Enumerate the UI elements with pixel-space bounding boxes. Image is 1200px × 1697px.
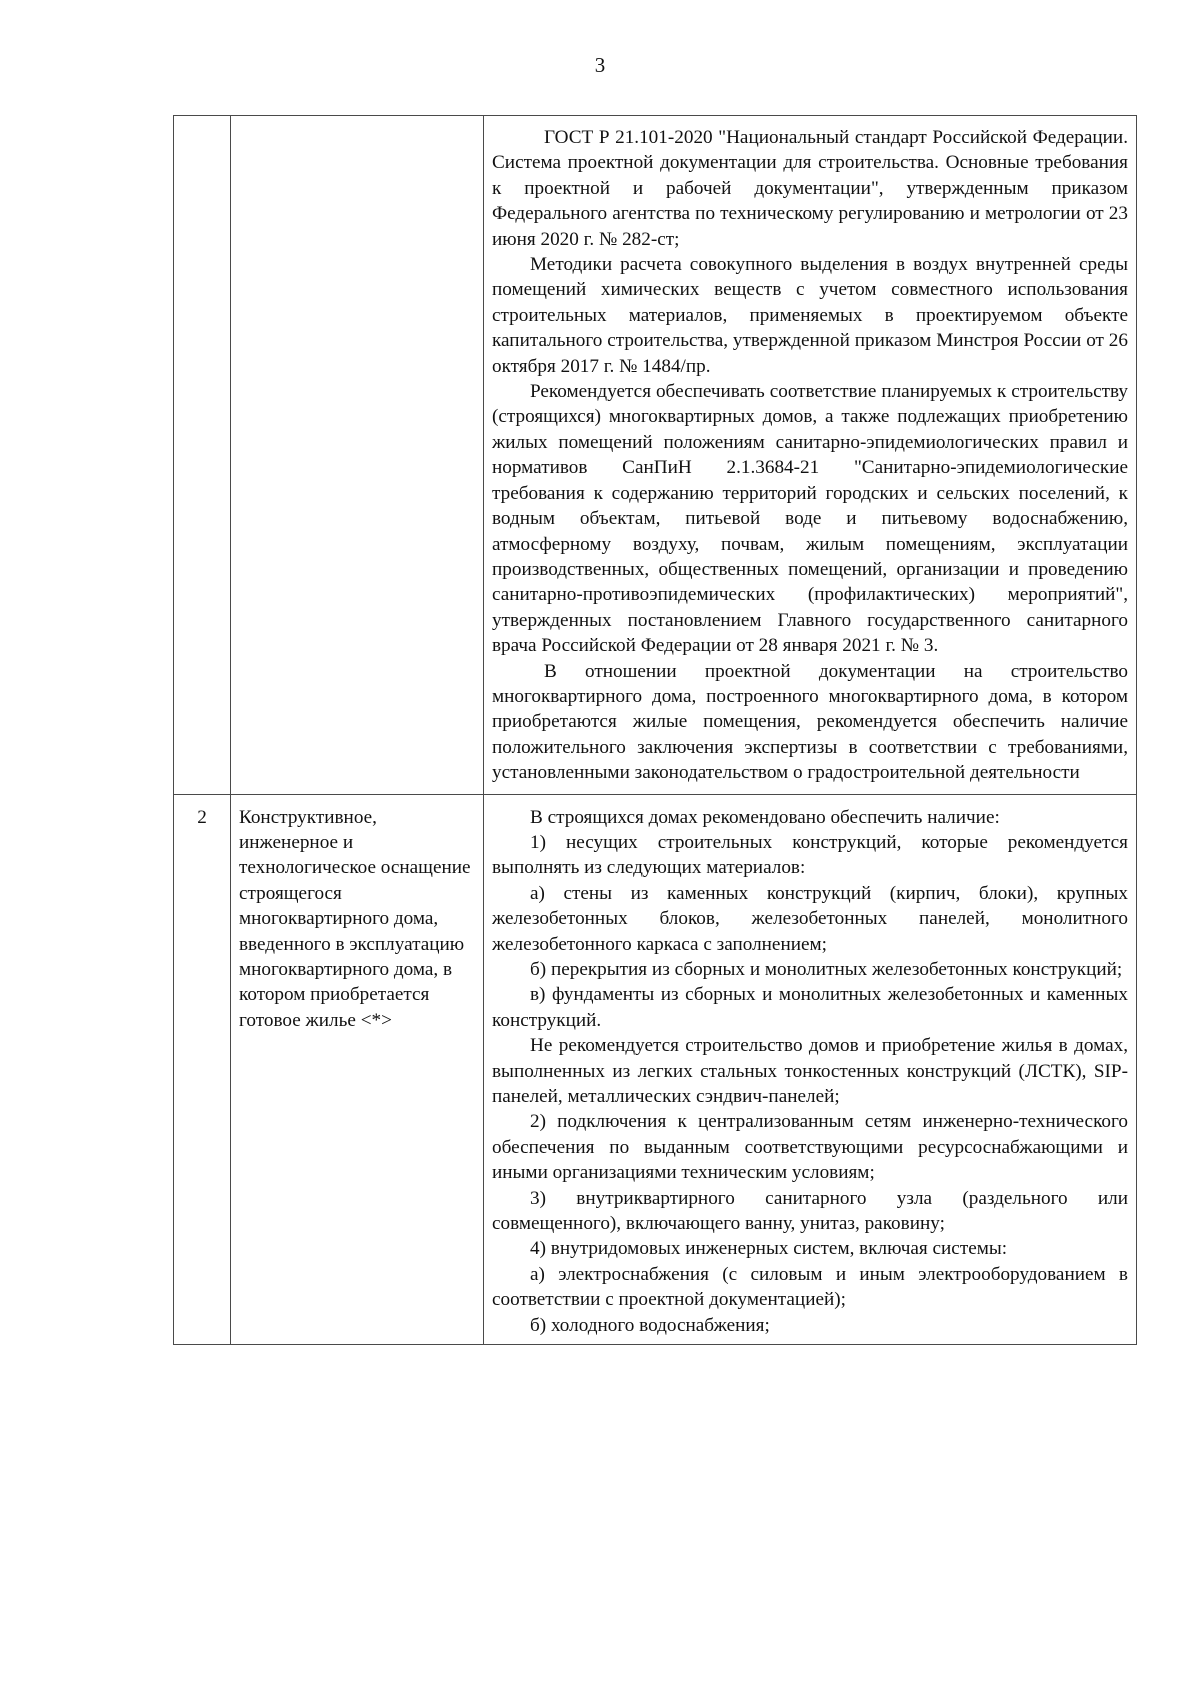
paragraph: в) фундаменты из сборных и монолитных железобетонных и каменных конструкций. xyxy=(492,984,1128,1031)
row-number-cell xyxy=(174,794,231,1345)
paragraph: Рекомендуется обеспечивать соответствие планируемых к строительству (строящихся) многоквартирных домов, а также подлежащих приобретению жилых помещений положениям санитарно-эпидемиологических правил и нормативов СанПиН 2.1.3684-21 "Санитарно-эпидемиологические требования к содержанию территорий городских и сельских поселений, к водным объектам, питьевой воде и питьевому водоснабжению, атмосферному воздуху, почвам, жилым помещениям, эксплуатации производственных, общественных помещений, организации и проведению санитарно-противоэпидемических (профилактических) мероприятий", утвержденных постановлением Главного государственного санитарного врача Российской Федерации от 28 января 2021 г. № 3. xyxy=(492,381,1128,657)
paragraph: а) стены из каменных конструкций (кирпич, блоки), крупных железобетонных блоков, железобетонных панелей, монолитного железобетонного каркаса с заполнением; xyxy=(492,882,1128,955)
row-name: Конструктивное, инженерное и технологическое оснащение строящегося многоквартирного дома, введенного в эксплуатацию многоквартирного дома, в котором приобретается готовое жилье <*> xyxy=(239,806,471,1031)
row-content-cell xyxy=(484,116,1137,795)
paragraph: 1) несущих строительных конструкций, которые рекомендуется выполнять из следующих материалов: xyxy=(492,831,1128,879)
paragraph: В отношении проектной документации на строительство многоквартирного дома, построенного многоквартирного дома, в котором приобретаются жилые помещения, рекомендуется обеспечить наличие положительного заключения экспертизы в соответствии с требованиями, установленными законодательством о градостроительной деятельности xyxy=(492,660,1128,784)
paragraph: б) холодного водоснабжения; xyxy=(530,1314,770,1336)
row-name-cell xyxy=(231,116,484,795)
row-number: 2 xyxy=(197,806,207,828)
row-number-cell xyxy=(174,116,231,795)
paragraph: б) перекрытия из сборных и монолитных железобетонных конструкций; xyxy=(530,959,1123,980)
row-content-cell xyxy=(484,794,1137,1345)
table-row xyxy=(174,794,1137,1345)
paragraph: а) электроснабжения (с силовым и иным электрооборудованием в соответствии с проектной документацией); xyxy=(492,1263,1128,1311)
paragraph: Не рекомендуется строительство домов и приобретение жилья в домах, выполненных из легких стальных тонкостенных конструкций (ЛСТК), SIP-панелей, металлических сэндвич-панелей; xyxy=(492,1035,1128,1108)
paragraph: ГОСТ Р 21.101-2020 "Национальный стандарт Российской Федерации. Система проектной документации для строительства. Основные требования к проектной и рабочей документации", утвержденным приказом Федерального агентства по техническому регулированию и метрологии от 23 июня 2020 г. № 282-ст; xyxy=(492,127,1128,250)
requirements-table xyxy=(173,115,1137,1345)
paragraph: 2) подключения к централизованным сетям инженерно-технического обеспечения по выданным соответствующими ресурсоснабжающими и иными организациями техническим условиям; xyxy=(492,1111,1128,1184)
table-row xyxy=(174,116,1137,795)
paragraph: Методики расчета совокупного выделения в воздух внутренней среды помещений химических веществ с учетом совместного использования строительных материалов, применяемых в проектируемом объекте капитального строительства, утвержденной приказом Минстроя России от 26 октября 2017 г. № 1484/пр. xyxy=(492,254,1128,377)
row-name-cell xyxy=(231,794,484,1345)
paragraph: В строящихся домах рекомендовано обеспечить наличие: xyxy=(530,806,1000,828)
paragraph: 3) внутриквартирного санитарного узла (раздельного или совмещенного), включающего ванну, унитаз, раковину; xyxy=(492,1187,1128,1235)
page-number: 3 xyxy=(594,53,606,77)
paragraph: 4) внутридомовых инженерных систем, включая системы: xyxy=(530,1238,1008,1260)
